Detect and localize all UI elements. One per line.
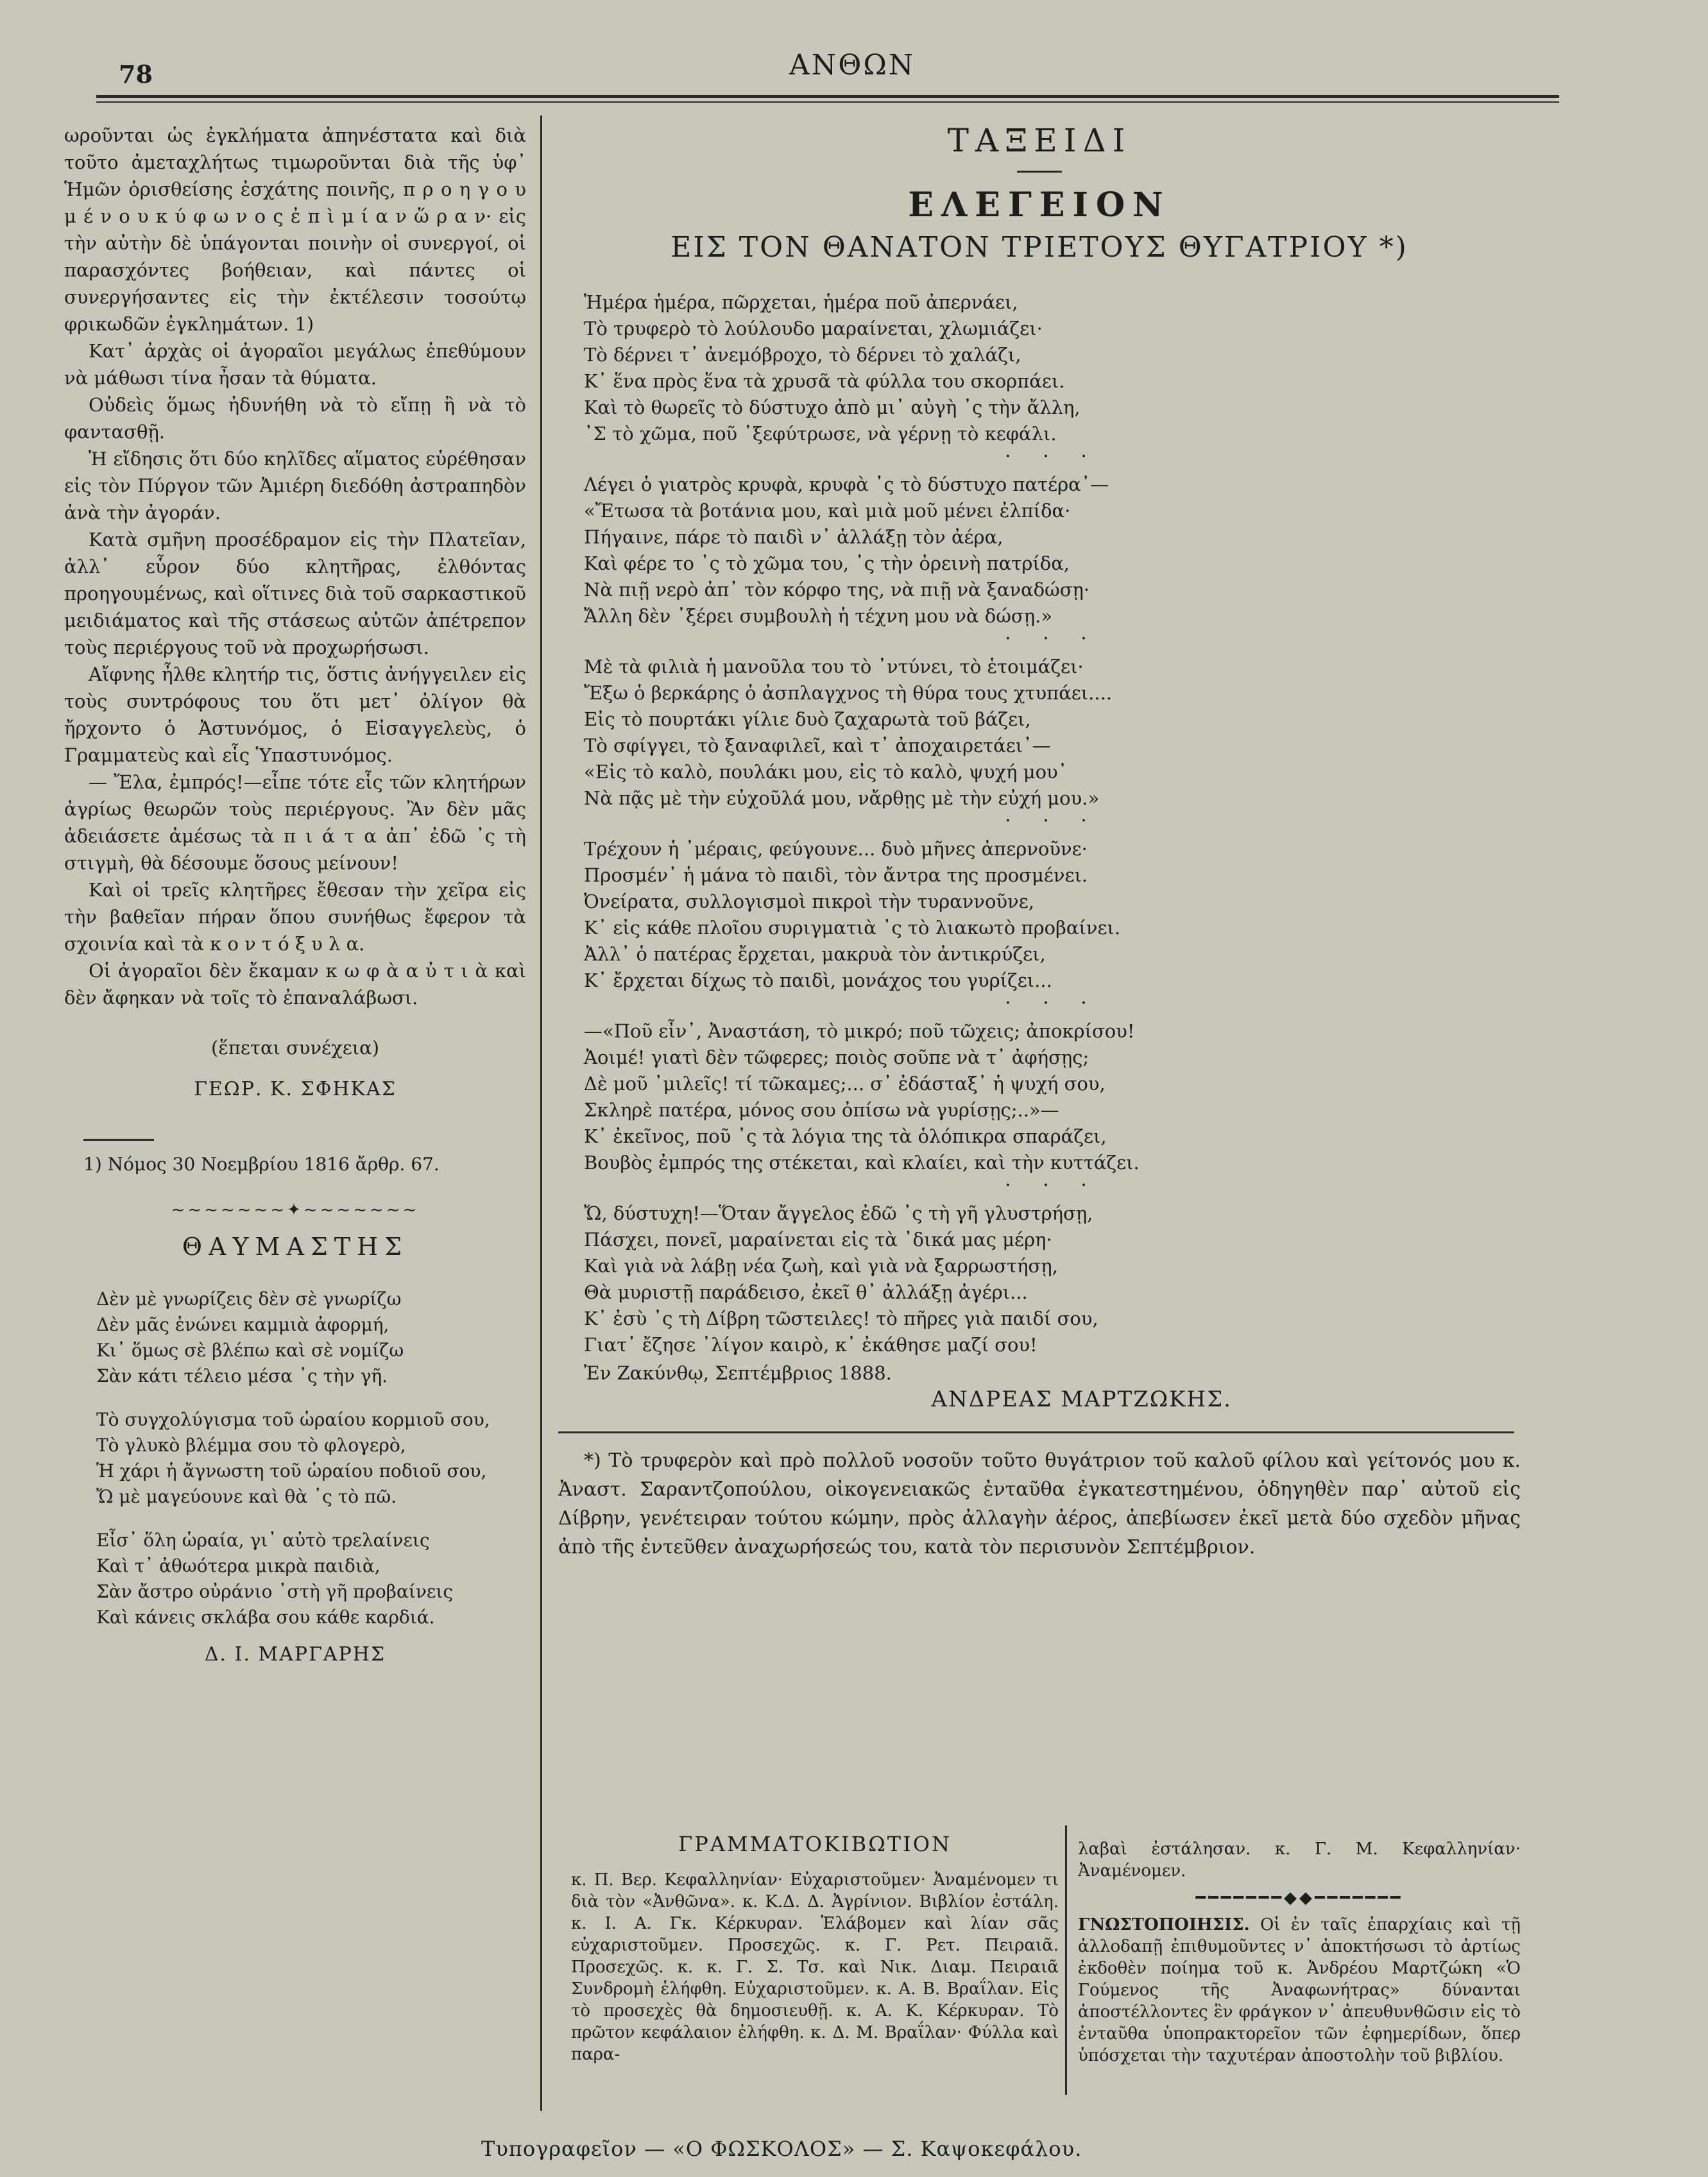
- stanza-separator: · · ·: [1005, 445, 1100, 468]
- left-poem: [96, 1286, 526, 1630]
- poem-line: Εἰς τὸ πουρτάκι γίλιε δυὸ ζαχαρωτὰ τοῦ βάζει,: [584, 708, 1031, 730]
- poem-dedication: ΕΙΣ ΤΟΝ ΘΑΝΑΤΟΝ ΤΡΙΕΤΟΥΣ ΘΥΓΑΤΡΙΟΥ *): [670, 231, 1408, 264]
- title-rule: [1017, 171, 1062, 173]
- poem-line: Μὲ τὰ φιλιὰ ἡ μανοῦλα του τὸ ᾽ντύνει, τὸ ἑτοιμάζει·: [584, 656, 1084, 678]
- paragraph: Οὐδεὶς ὅμως ἠδυνήθη νὰ τὸ εἴπῃ ἢ νὰ τὸ φαντασθῇ.: [64, 394, 526, 443]
- poem-line: Καὶ τ᾽ ἀθωότερα μικρὰ παιδιὰ,: [96, 1555, 380, 1576]
- right-poem-author: ΑΝΔΡΕΑΣ ΜΑΡΤΖΩΚΗΣ.: [931, 1387, 1232, 1412]
- left-author: ΓΕΩΡ. Κ. ΣΦΗΚΑΣ: [194, 1078, 397, 1100]
- poem-line: Ἄλλη δὲν ᾽ξέρει συμβουλὴ ἡ τέχνη μου νὰ δώσῃ.»: [584, 605, 1053, 627]
- poem-line: Κ᾽ ἔρχεται δίχως τὸ παιδὶ, μονάχος του γυρίζει...: [584, 969, 1052, 991]
- poem-line: Ὤ μὲ μαγεύουνε καὶ θὰ ᾽ς τὸ πῶ.: [96, 1486, 397, 1507]
- poem-line: Δὲν μᾶς ἑνώνει καμμιὰ ἀφορμή,: [96, 1314, 389, 1335]
- left-poem-title: ΘΑΥΜΑΣΤΗΣ: [182, 1233, 409, 1261]
- paragraph: — Ἔλα, ἐμπρός!—εἶπε τότε εἷς τῶν κλητήρων ἀγρίως θεωρῶν τοὺς περιέργους. Ἂν δὲν μᾶς ἀδειάσετε ἀμέσως τὰ π ι ά τ α ἀπ᾽ ἐδῶ ᾽ς τὴ στιγμὴ, θὰ δέσουμε ὅσους μείνουν!: [64, 771, 526, 874]
- footnote-rule-right: [558, 1431, 1514, 1433]
- poem-line: Πάσχει, πονεῖ, μαραίνεται εἰς τὰ ᾽δικά μας μέρη·: [584, 1229, 1052, 1251]
- poem-line: Προσμέν᾽ ἡ μάνα τὸ παιδὶ, τὸν ἄντρα της προσμένει.: [584, 864, 1088, 886]
- poem-title: ΤΑΞΕΙΔΙ: [947, 122, 1132, 159]
- poem-line: Νὰ πιῇ νερὸ ἀπ᾽ τὸν κόρφο της, νὰ πιῇ νὰ ξαναδώσῃ·: [584, 579, 1090, 601]
- letterbox-section: [558, 1825, 1521, 2095]
- poem-line: Δὲν μὲ γνωρίζεις δὲν σὲ γνωρίζω: [96, 1288, 402, 1310]
- poem-line: Ἡ χάρι ἡ ἄγνωστη τοῦ ὡραίου ποδιοῦ σου,: [96, 1460, 487, 1481]
- poem-line: —«Ποῦ εἶν᾽, Ἀναστάση, τὸ μικρό; ποῦ τῶχεις; ἀποκρίσου!: [584, 1020, 1135, 1042]
- page-header: [96, 37, 1559, 101]
- paragraph: Ἡ εἴδησις ὅτι δύο κηλῖδες αἵματος εὑρέθησαν εἰς τὸν Πύργον τῶν Ἀμιέρη διεδόθη ἀστραπηδὸν ἀνὰ τὴν ἀγοράν.: [64, 448, 526, 524]
- poem-line: Καὶ φέρε το ᾽ς τὸ χῶμα του, ᾽ς τὴν ὀρεινὴ πατρίδα,: [584, 552, 1070, 574]
- poem-line: Λέγει ὁ γιατρὸς κρυφὰ, κρυφὰ ᾽ς τὸ δύστυχο πατέρα᾽—: [584, 474, 1109, 495]
- poem-line: Τὸ συγχολύγισμα τοῦ ὡραίου κορμιοῦ σου,: [96, 1409, 490, 1430]
- left-column: [64, 122, 526, 1666]
- place-date: Ἐν Ζακύνθῳ, Σεπτέμβριος 1888.: [584, 1362, 892, 1384]
- poem-line: Τρέχουν ἡ ᾽μέραις, φεύγουνε... δυὸ μῆνες ἀπερνοῦνε·: [584, 838, 1088, 860]
- poem-line: Νὰ πᾷς μὲ τὴν εὐχοῦλά μου, νἄρθῃς μὲ τὴν εὐχή μου.»: [584, 787, 1100, 809]
- poem-line: «Εἰς τὸ καλὸ, πουλάκι μου, εἰς τὸ καλὸ, ψυχή μου᾽: [584, 761, 1068, 783]
- poem-line: Σὰν ἄστρο οὐράνιο ᾽στὴ γῆ προβαίνεις: [96, 1581, 454, 1602]
- header-rule-thin: [96, 101, 1559, 103]
- paragraph: Καὶ οἱ τρεῖς κλητῆρες ἔθεσαν τὴν χεῖρα εἰς τὴν βαθεῖαν πήραν ὅπου συνήθως ἔφερον τὰ σχοινία καὶ τὰ κ ο ν τ ό ξ υ λ α.: [64, 879, 526, 955]
- poem-line: Θὰ μυριστῇ παράδεισο, ἐκεῖ θ᾽ ἀλλάξῃ ἀγέρι...: [584, 1281, 1028, 1303]
- box-divider: [1065, 1825, 1067, 2095]
- continued-note: (ἕπεται συνέχεια): [210, 1037, 380, 1059]
- poem-line: Ἔξω ὁ βερκάρης ὁ ἀσπλαγχνος τὴ θύρα τους χτυπάει....: [584, 682, 1113, 704]
- poem-line: Καὶ κάνεις σκλάβα σου κάθε καρδιά.: [96, 1607, 435, 1628]
- poem-line: Βουβὸς ἐμπρός της στέκεται, καὶ κλαίει, καὶ τὴν κυττάζει.: [584, 1152, 1140, 1174]
- right-poem: [584, 289, 1521, 1358]
- paragraph: Οἱ ἀγοραῖοι δὲν ἔκαμαν κ ω φ ὰ α ὐ τ ι ὰ καὶ δὲν ἄφηκαν νὰ τοῖς τὸ ἐπαναλάβωσι.: [64, 960, 526, 1009]
- poem-line: Κι᾽ ὅμως σὲ βλέπω καὶ σὲ νομίζω: [96, 1340, 404, 1361]
- paragraph: Κατὰ σμῆνη προσέδραμον εἰς τὴν Πλατεῖαν, ἀλλ᾽ εὗρον δύο κλητῆρας, ἐλθόντας προηγουμένως, καὶ οἵτινες διὰ τοῦ σαρκαστικοῦ μειδιάματος καὶ τῆς στάσεως αὐτῶν ἀπέτρεπον τοὺς περιέργους τοῦ νὰ προχωρήσωσι.: [64, 529, 526, 658]
- poem-line: Γιατ᾽ ἔζησε ᾽λίγον καιρὸ, κ᾽ ἐκάθησε μαζί σου!: [584, 1334, 1038, 1356]
- running-title: ΑΝΘΩΝ: [789, 49, 916, 81]
- poem-line: Τὸ τρυφερὸ τὸ λούλουδο μαραίνεται, χλωμιάζει·: [584, 318, 1043, 339]
- poem-line: «Ἔτωσα τὰ βοτάνια μου, καὶ μιὰ μοῦ μένει ἐλπίδα·: [584, 500, 1071, 522]
- letterbox-text: κ. Π. Βερ. Κεφαλληνίαν· Εὐχαριστοῦμεν· Ἀναμένομεν τι διὰ τὸν «Ἀνθῶνα». κ. Κ.Δ. Δ. Ἀγρίνιον. Βιβλίον ἐστάλη. κ. Ι. Α. Γκ. Κέρκυραν. Ἐλάβομεν καὶ λίαν σᾶς εὐχαριστοῦμεν. Προσεχῶς. κ. Γ. Ρετ. Πειραιᾶ. Προσεχῶς. κ. κ. Γ. Σ. Τσ. καὶ Νικ. Διαμ. Πειραιᾶ Συνδρομὴ ἐλήφθη. Εὐχαριστοῦμεν. κ. Α. Β. Βραΐλαν. Εἰς τὸ προσεχὲς θὰ δημοσιευθῇ. κ. Α. Κ. Κέρκυραν. Τὸ πρῶτον κεφάλαιον ἐλήφθη. κ. Δ. Μ. Βραΐλαν· Φύλλα καὶ παρα-: [571, 1870, 1059, 2064]
- poem-line: Τὸ γλυκὸ βλέμμα σου τὸ φλογερὸ,: [96, 1435, 406, 1456]
- poem-line: Ὀνείρατα, συλλογισμοὶ πικροὶ τὴν τυραννοῦνε,: [584, 891, 1034, 912]
- poem-line: Ἀλλ᾽ ὁ πατέρας ἔρχεται, μακρυὰ τὸν ἀντικρύζει,: [584, 943, 1046, 965]
- page-number: 78: [119, 60, 153, 89]
- header-rule: [96, 95, 1559, 98]
- poem-line: Σὰν κάτι τέλειο μέσα ᾽ς τὴν γῆ.: [96, 1365, 388, 1387]
- letterbox-continued: λαβαὶ ἐστάλησαν. κ. Γ. Μ. Κεφαλληνίαν· Ἀναμένομεν.: [1078, 1840, 1521, 1881]
- footnote-rule: [83, 1139, 154, 1141]
- right-column: [558, 122, 1521, 1562]
- poem-line: Καὶ γιὰ νὰ λάβῃ νέα ζωὴ, καὶ γιὰ νὰ ξαρρωστήσῃ,: [584, 1255, 1058, 1277]
- paragraph: Αἴφνης ἦλθε κλητήρ τις, ὅστις ἀνήγγειλεν εἰς τοὺς συντρόφους του ὅτι μετ᾽ ὀλίγον θὰ ἤρχοντο ὁ Ἀστυνόμος, ὁ Εἰσαγγελεὺς, ὁ Γραμματεὺς καὶ εἷς Ὑπαστυνόμος.: [64, 663, 526, 766]
- letterbox-title: ΓΡΑΜΜΑΤΟΚΙΒΩΤΙΟΝ: [678, 1832, 952, 1856]
- poem-line: Εἶσ᾽ ὅλη ὡραία, γι᾽ αὐτὸ τρελαίνεις: [96, 1530, 430, 1551]
- column-divider: [540, 115, 542, 2111]
- poem-subtitle: ΕΛΕΓΕΙΟΝ: [908, 185, 1171, 225]
- stanza-separator: · · ·: [1005, 810, 1100, 832]
- poem-line: Σκληρὲ πατέρα, μόνος σου ὀπίσω νὰ γυρίσῃς;..»—: [584, 1099, 1059, 1121]
- poem-line: Τὸ σφίγγει, τὸ ξαναφιλεῖ, καὶ τ᾽ ἀποχαιρετάει᾽—: [584, 735, 1051, 756]
- notice-title: ΓΝΩΣΤΟΠΟΙΗΣΙΣ.: [1078, 1915, 1250, 1934]
- poem-line: Ἀοιμέ! γιατὶ δὲν τῶφερες; ποιὸς σοῦπε νὰ τ᾽ ἀφήσῃς;: [584, 1046, 1089, 1068]
- right-footnote: *) Τὸ τρυφερὸν καὶ πρὸ πολλοῦ νοσοῦν τοῦτο θυγάτριον τοῦ καλοῦ φίλου καὶ γείτονός μου κ. Ἀναστ. Σαραντζοπούλου, οἰκογενειακῶς ἐνταῦθα ἐγκατεστημένου, ὁδηγηθὲν παρ᾽ αὐτοῦ εἰς Δίβρην, γενέτειραν τούτου κώμην, πρὸς ἀλλαγὴν ἀέρος, ἀπεβίωσεν ἐκεῖ μετὰ δύο σχεδὸν μῆνας ἀπὸ τῆς ἐντεῦθεν ἀναχωρήσεώς του, κατὰ τὸν περισυνὸν Σεπτέμβριον.: [558, 1449, 1521, 1558]
- poem-line: Ὤ, δύστυχη!—Ὅταν ἄγγελος ἐδῶ ᾽ς τὴ γῆ γλυστρήσῃ,: [584, 1202, 1093, 1224]
- poem-line: ᾽Σ τὸ χῶμα, ποῦ ᾽ξεφύτρωσε, νὰ γέρνῃ τὸ κεφάλι.: [584, 423, 1057, 445]
- poem-line: Κ᾽ ἐκεῖνος, ποῦ ᾽ς τὰ λόγια της τὰ ὁλόπικρα σπαράζει,: [584, 1125, 1107, 1147]
- stanza-separator: · · ·: [1005, 1174, 1100, 1197]
- printer-footer: Τυπογραφεῖον — «Ο ΦΩΣΚΟΛΟΣ» — Σ. Καψοκεφάλου.: [481, 2137, 1082, 2161]
- stanza-separator: · · ·: [1005, 992, 1100, 1014]
- poem-line: Πήγαινε, πάρε τὸ παιδὶ ν᾽ ἀλλάξῃ τὸν ἀέρα,: [584, 526, 1003, 548]
- left-footnote: 1) Νόμος 30 Νοεμβρίου 1816 ἄρθρ. 67.: [83, 1154, 440, 1175]
- poem-line: Καὶ τὸ θωρεῖς τὸ δύστυχο ἀπὸ μι᾽ αὐγὴ ᾽ς τὴν ἄλλη,: [584, 397, 1080, 418]
- stanza-gap: [96, 1389, 526, 1407]
- notice-text: Οἱ ἐν ταῖς ἐπαρχίαις καὶ τῇ ἀλλοδαπῇ ἐπιθυμοῦντες ν᾽ ἀποκτήσωσι τὸ ἀρτίως ἐκδοθὲν ποίημα τοῦ κ. Ἀνδρέου Μαρτζώκη «Ὁ Γούμενος τῆς Ἀναφωνήτρας» δύνανται ἀποστέλλοντες ἓν φράγκον ν᾽ ἀπευθυνθῶσιν εἰς τὸ ἐνταῦθα ὑποπρακτορεῖον τῶν ἐφημερίδων, ὅπερ ὑπόσχεται τὴν ταχυτέραν ἀποστολὴν τοῦ βιβλίου.: [1078, 1915, 1521, 2065]
- poem-line: Κ᾽ ἕνα πρὸς ἕνα τὰ χρυσᾶ τὰ φύλλα του σκορπάει.: [584, 370, 1065, 392]
- poem-line: Τὸ δέρνει τ᾽ ἀνεμόβροχο, τὸ δέρνει τὸ χαλάζι,: [584, 344, 1021, 366]
- paragraph: ωροῦνται ὡς ἐγκλήματα ἀπηνέστατα καὶ διὰ τοῦτο ἀμεταχλήτως τιμωροῦνται διὰ τῆς ὑφ᾽ Ἡμῶν ὁρισθείσης ἐσχάτης ποινῆς, π ρ ο η γ ο υ μ έ ν ο υ κ ύ φ ω ν ο ς ἐ π ὶ μ ί α ν ὥ ρ α ν· εἰς τὴν αὐτὴν δὲ ὑπάγονται ποινὴν οἱ συνεργοί, οἱ παρασχόντες βοήθειαν, καὶ πάντες οἱ συνεργήσαντες εἰς τὴν ἐκτέλεσιν τοσούτῳ φρικωδῶν ἐγκλημάτων. 1): [64, 124, 526, 335]
- ornament-divider-small: ━━━━━━━◆◆━━━━━━━: [1195, 1888, 1403, 1908]
- left-poem-author: Δ. Ι. ΜΑΡΓΑΡΗΣ: [204, 1643, 386, 1666]
- stanza-gap: [96, 1510, 526, 1528]
- notice-column: [1078, 1838, 1521, 2067]
- stanza-separator: · · ·: [1005, 627, 1100, 650]
- ornament-divider: ~~~~~~~✦~~~~~~~: [171, 1200, 420, 1220]
- poem-line: Ἡμέρα ἡμέρα, πῶρχεται, ἡμέρα ποῦ ἀπερνάει,: [584, 291, 1018, 313]
- poem-line: Δὲ μοῦ ᾽μιλεῖς! τί τῶκαμες;... σ᾽ ἐδάσταξ᾽ ἡ ψυχή σου,: [584, 1073, 1106, 1095]
- paragraph: Κατ᾽ ἀρχὰς οἱ ἀγοραῖοι μεγάλως ἐπεθύμουν νὰ μάθωσι τίνα ἦσαν τὰ θύματα.: [64, 340, 526, 389]
- poem-line: Κ᾽ εἰς κάθε πλοῖου συριγματιὰ ᾽ς τὸ λιακωτὸ προβαίνει.: [584, 917, 1121, 939]
- left-article: [64, 122, 526, 1011]
- poem-line: Κ᾽ ἐσὺ ᾽ς τὴ Δίβρη τῶστειλες! τὸ πῆρες γιὰ παιδί σου,: [584, 1308, 1098, 1329]
- letterbox-column: [571, 1832, 1059, 2065]
